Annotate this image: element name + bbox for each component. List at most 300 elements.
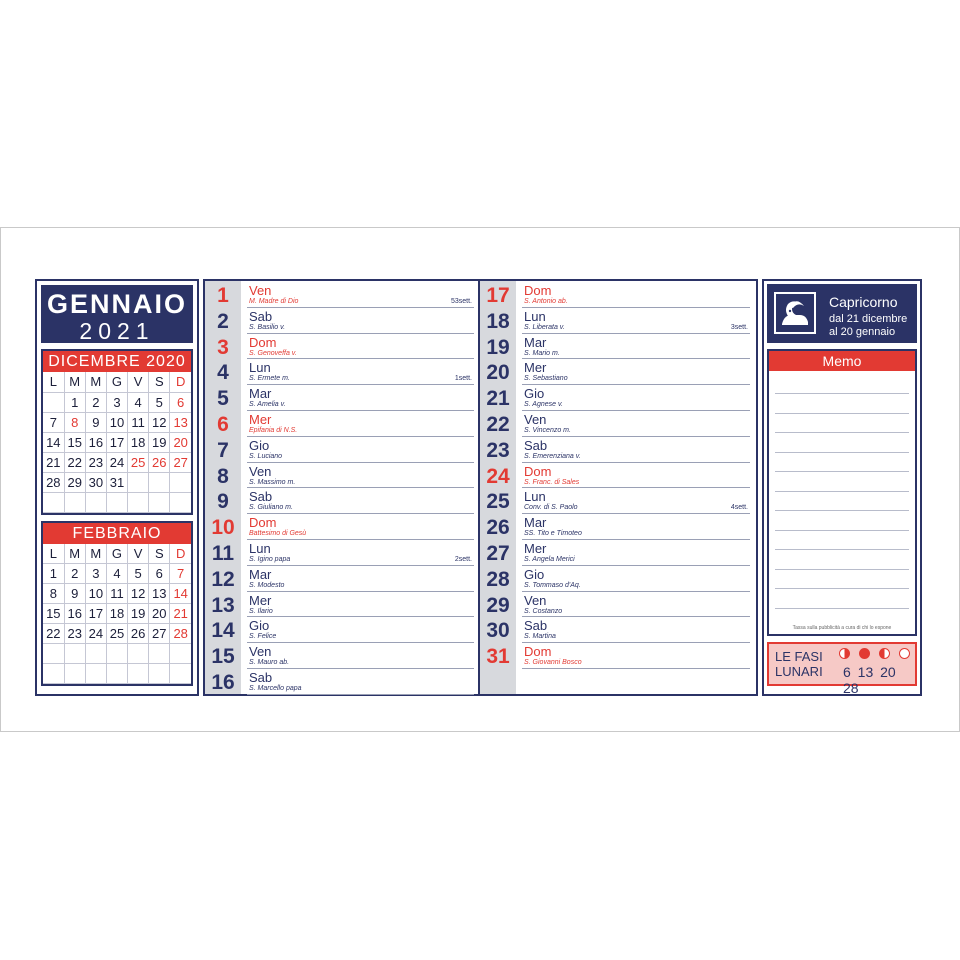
saint-name: S. Ermete m. [249,375,290,383]
mini-day [170,492,191,512]
saint-name: S. Sebastiano [524,375,568,383]
weekday-name: Mar [524,334,547,350]
weekday-name: Dom [524,463,552,479]
weekday-header: M [85,372,106,392]
day-number: 8 [217,464,229,488]
saint-name: S. Amelia v. [249,401,286,409]
day-number: 23 [486,438,510,462]
mini-day [85,664,106,684]
weekday-name: Dom [249,515,277,531]
mini-day: 16 [85,432,106,452]
week-number: 4sett. [730,504,748,512]
days-column-2 [478,279,758,696]
day-number: 12 [211,567,235,591]
weekday-name: Lun [249,360,271,376]
day-row [480,593,756,619]
day-number: 22 [486,412,510,436]
weekday-name: Gio [524,566,545,582]
saint-name: S. Giuliano m. [249,504,293,512]
mini-day: 29 [64,472,85,492]
day-row [205,567,480,593]
day-number: 30 [486,619,510,643]
mini-day [149,492,170,512]
mini-day: 4 [106,564,127,584]
day-number: 1 [217,284,229,307]
row-divider [247,513,474,514]
day-row [480,644,756,670]
row-divider [522,642,750,643]
day-row [205,438,480,464]
saint-name: S. Modesto [249,581,285,589]
weekday-header: G [106,544,127,564]
day-number: 15 [211,645,235,669]
day-row [480,412,756,438]
mini-day: 23 [85,452,106,472]
row-divider [247,565,474,566]
zodiac-from: dal 21 dicembre [829,313,908,325]
row-divider [247,462,474,463]
day-row [480,515,756,541]
saint-name: S. Felice [249,633,277,641]
row-divider [522,591,750,592]
day-number: 29 [486,593,510,617]
day-row [205,489,480,515]
memo-line [775,510,909,511]
day-row [480,567,756,593]
weekday-name: Sab [524,618,548,634]
saint-name: Epifania di N.S. [249,426,298,434]
day-number: 11 [211,541,235,565]
mini-day: 5 [128,564,149,584]
day-number: 19 [486,335,510,359]
weekday-name: Gio [524,386,545,402]
saint-name: S. Marcello papa [249,684,302,692]
day-row [205,644,480,670]
day-row [205,618,480,644]
day-row [205,515,480,541]
day-number: 18 [486,309,510,333]
row-divider [522,487,750,488]
row-divider [522,307,750,308]
memo-line [775,452,909,453]
weekday-header: V [128,544,149,564]
saint-name: S. Franc. di Sales [524,478,580,486]
mini-day: 4 [128,392,149,412]
mini-day [85,492,106,512]
mini-day: 13 [170,412,191,432]
day-row [205,283,480,309]
saint-name: SS. Tito e Timoteo [524,530,582,538]
day-row [205,335,480,361]
day-row [205,541,480,567]
weekday-header: M [64,372,85,392]
row-divider [247,591,474,592]
mini-day: 17 [85,604,106,624]
mini-day: 24 [85,624,106,644]
mini-day [43,492,64,512]
mini-day [43,392,64,412]
mini-day [128,492,149,512]
month-header [41,285,193,343]
day-row [480,438,756,464]
mini-day: 26 [128,624,149,644]
day-row [205,412,480,438]
mini-day: 3 [85,564,106,584]
memo-footnote: Tassa sulla pubblicità a cura di chi lo espone [792,625,892,631]
weekday-name: Dom [249,334,277,350]
day-row [205,593,480,619]
day-number: 9 [217,490,229,514]
day-number: 26 [486,516,510,540]
day-row [480,464,756,490]
zodiac-name: Capricorno [829,294,898,310]
mini-day: 25 [128,452,149,472]
mini-day [64,644,85,664]
day-row [205,670,480,696]
day-number: 7 [217,438,229,462]
day-row [480,618,756,644]
saint-name: S. Igino papa [249,555,291,563]
weekday-name: Sab [249,308,273,324]
lunar-phases [767,642,917,696]
row-divider [247,642,474,643]
mini-day: 14 [43,432,64,452]
weekday-name: Ven [524,592,547,608]
capricorn-goat-icon [774,292,816,334]
weekday-header: S [149,372,170,392]
weekday-name: Ven [249,463,272,479]
weekday-name: Mar [249,386,272,402]
mini-day: 20 [170,432,191,452]
row-divider [522,668,750,669]
saint-name: S. Antonio ab. [524,298,568,305]
weekday-name: Lun [524,308,546,324]
row-divider [522,616,750,617]
day-number: 28 [486,567,510,591]
zodiac-dates [829,313,907,339]
row-divider [522,462,750,463]
saint-name: S. Costanzo [524,607,563,615]
weekday-name: Dom [524,283,552,298]
weekday-header: L [43,372,64,392]
mini-day: 23 [64,624,85,644]
saint-name: S. Tommaso d'Aq. [524,581,581,589]
day-row [205,386,480,412]
memo-box [767,349,917,636]
last-quarter-moon-icon [879,648,890,659]
row-divider [247,410,474,411]
weekday-name: Mer [524,360,547,376]
memo-line [775,588,909,589]
mini-day: 10 [85,584,106,604]
memo-line [775,491,909,492]
mini-day: 25 [106,624,127,644]
day-row [480,489,756,515]
mini-day: 27 [170,452,191,472]
mini-day: 20 [149,604,170,624]
day-number: 14 [211,619,235,643]
weekday-name: Dom [524,644,552,660]
mini-day [170,664,191,684]
mini-day [128,644,149,664]
mini-day: 19 [149,432,170,452]
mini-day: 19 [128,604,149,624]
month-name: GENNAIO [46,289,187,319]
memo-line [775,471,909,472]
row-divider [522,436,750,437]
row-divider [247,384,474,385]
saint-name: S. Basilio v. [249,323,286,331]
saint-name: S. Luciano [249,452,283,460]
mini-day [64,664,85,684]
saint-name: M. Madre di Dio [249,298,299,305]
mini-calendar-next [41,521,193,687]
row-divider [247,487,474,488]
week-number: 53sett. [450,298,472,305]
mini-calendar-title: DICEMBRE 2020 [43,351,191,372]
mini-day: 6 [149,564,170,584]
row-divider [522,565,750,566]
mini-day: 31 [106,472,127,492]
saint-name: Battesimo di Gesù [249,530,307,538]
week-number: 3sett. [730,323,748,331]
day-number: 17 [486,284,510,307]
mini-day: 16 [64,604,85,624]
saint-name: S. Agnese v. [524,401,563,409]
day-row [480,283,756,309]
mini-day [149,664,170,684]
mini-day [106,664,127,684]
saint-name: S. Mario m. [524,349,560,357]
saint-name: S. Mauro ab. [249,659,290,667]
day-row [205,360,480,386]
month-panel [35,279,199,696]
weekday-name: Mar [524,515,547,531]
saint-name: S. Genoveffa v. [249,349,297,357]
day-row [205,464,480,490]
memo-title: Memo [769,351,915,371]
weekday-name: Ven [249,644,272,660]
mini-day: 15 [64,432,85,452]
mini-day: 22 [43,624,64,644]
week-number: 1sett. [454,375,472,383]
mini-day: 11 [128,412,149,432]
memo-line [775,393,909,394]
mini-day: 7 [170,564,191,584]
mini-day: 18 [128,432,149,452]
day-number: 20 [486,361,510,385]
day-number: 13 [211,593,235,617]
row-divider [522,333,750,334]
row-divider [247,539,474,540]
saint-name: S. Angela Merici [524,555,575,563]
mini-day: 1 [64,392,85,412]
weekday-name: Sab [524,437,548,453]
mini-day [106,644,127,664]
memo-line [775,413,909,414]
new-moon-icon [899,648,910,659]
lunar-label [775,649,823,679]
saint-name: S. Vincenzo m. [524,426,571,434]
day-row [480,360,756,386]
mini-day: 28 [170,624,191,644]
mini-day [106,492,127,512]
moon-icons [839,648,919,659]
day-number: 2 [217,309,229,333]
weekday-header: S [149,544,170,564]
day-number: 5 [217,387,229,411]
row-divider [247,358,474,359]
year: 2021 [79,318,155,344]
day-number: 3 [217,335,229,359]
row-divider [247,668,474,669]
mini-day: 18 [106,604,127,624]
weekday-header: M [64,544,85,564]
row-divider [522,384,750,385]
mini-day: 27 [149,624,170,644]
mini-calendar-grid [43,544,191,685]
saint-name: Conv. di S. Paolo [524,504,578,512]
zodiac-to: al 20 gennaio [829,326,896,338]
row-divider [247,436,474,437]
mini-day [64,492,85,512]
mini-day: 14 [170,584,191,604]
saint-name: S. Emerenziana v. [524,452,581,460]
row-divider [522,539,750,540]
mini-day: 22 [64,452,85,472]
side-panel [762,279,922,696]
mini-day [128,472,149,492]
weekday-name: Mer [249,411,272,427]
mini-day: 24 [106,452,127,472]
day-row [480,386,756,412]
weekday-header: D [170,372,191,392]
day-row [205,309,480,335]
mini-day [43,644,64,664]
mini-day [128,664,149,684]
weekday-name: Ven [249,283,272,298]
memo-line [775,530,909,531]
mini-day: 12 [149,412,170,432]
memo-line [775,569,909,570]
day-row [480,309,756,335]
mini-day: 12 [128,584,149,604]
memo-line [775,432,909,433]
weekday-name: Mar [249,566,272,582]
mini-calendar-grid [43,372,191,513]
row-divider [522,513,750,514]
saint-name: S. Martina [524,633,556,641]
weekday-name: Sab [249,489,273,505]
mini-day: 21 [170,604,191,624]
mini-day: 2 [85,392,106,412]
mini-day [149,472,170,492]
day-number: 27 [486,541,510,565]
day-number: 16 [211,670,235,694]
day-row [480,335,756,361]
lunar-label-line2: LUNARI [775,664,823,679]
weekday-name: Mer [249,592,272,608]
memo-line [775,549,909,550]
weekday-name: Mer [524,540,547,556]
mini-day: 8 [43,584,64,604]
mini-day: 21 [43,452,64,472]
row-divider [247,616,474,617]
weekday-name: Gio [249,437,270,453]
weekday-name: Sab [249,669,273,685]
full-moon-icon [859,648,870,659]
zodiac-box [767,284,917,343]
day-number: 25 [486,490,510,514]
days-column-1 [203,279,480,696]
mini-calendar-title: FEBBRAIO [43,523,191,544]
weekday-header: V [128,372,149,392]
row-divider [522,358,750,359]
mini-day: 9 [85,412,106,432]
weekday-header: M [85,544,106,564]
weekday-header: L [43,544,64,564]
day-number: 6 [217,412,229,436]
mini-day [170,472,191,492]
day-number: 21 [486,387,510,411]
weekday-header: D [170,544,191,564]
row-divider [247,694,474,695]
row-divider [522,410,750,411]
mini-day: 28 [43,472,64,492]
mini-day [149,644,170,664]
day-number: 4 [217,361,229,385]
saint-name: S. Ilario [249,607,273,615]
mini-day: 10 [106,412,127,432]
day-number: 31 [486,645,510,669]
mini-calendar-prev [41,349,193,515]
weekday-name: Lun [524,489,546,505]
row-divider [247,333,474,334]
mini-day [43,664,64,684]
mini-day: 8 [64,412,85,432]
day-number: 24 [486,464,510,488]
mini-day: 26 [149,452,170,472]
mini-day: 2 [64,564,85,584]
saint-name: S. Giovanni Bosco [524,659,582,667]
saint-name: S. Massimo m. [249,478,296,486]
mini-day: 30 [85,472,106,492]
weekday-header: G [106,372,127,392]
weekday-name: Gio [249,618,270,634]
first-quarter-moon-icon [839,648,850,659]
lunar-dates: 6 13 20 28 [843,664,896,696]
mini-day: 3 [106,392,127,412]
row-divider [247,307,474,308]
mini-day [85,644,106,664]
mini-day: 5 [149,392,170,412]
mini-day: 15 [43,604,64,624]
week-number: 2sett. [454,555,472,563]
weekday-name: Lun [249,540,271,556]
mini-day: 7 [43,412,64,432]
mini-day: 9 [64,584,85,604]
saint-name: S. Liberata v. [524,323,565,331]
mini-day: 6 [170,392,191,412]
mini-day: 17 [106,432,127,452]
mini-day: 1 [43,564,64,584]
mini-day: 13 [149,584,170,604]
day-number: 10 [211,516,235,540]
mini-day: 11 [106,584,127,604]
weekday-name: Ven [524,411,547,427]
mini-day [170,644,191,664]
memo-line [775,608,909,609]
